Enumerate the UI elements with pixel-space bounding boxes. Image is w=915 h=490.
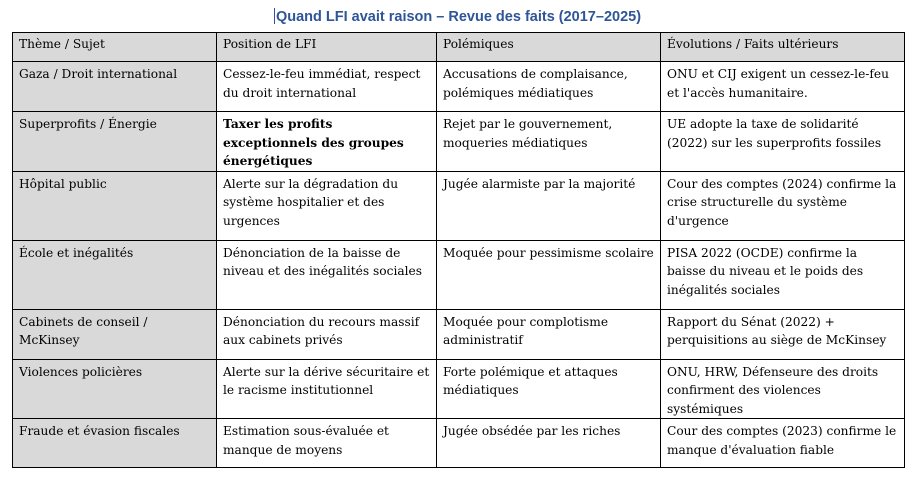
cell-position: Cessez-le-feu immédiat, respect du droit international (217, 62, 437, 112)
cell-polemics: Jugée alarmiste par la majorité (437, 171, 661, 240)
table-row (13, 112, 905, 172)
cell-polemics: Jugée obsédée par les riches (437, 419, 661, 468)
cell-polemics: Rejet par le gouvernement, moqueries médiatiques (437, 112, 661, 172)
cell-evolutions: Cour des comptes (2024) confirme la crise structurelle du système d'urgence (661, 171, 905, 240)
document-title (0, 8, 915, 25)
cell-evolutions: ONU, HRW, Défenseure des droits confirment des violences systémiques (661, 359, 905, 419)
cell-evolutions: UE adopte la taxe de solidarité (2022) sur les superprofits fossiles (661, 112, 905, 172)
cell-theme: École et inégalités (13, 240, 217, 309)
header-position: Position de LFI (217, 33, 437, 62)
facts-table (12, 32, 905, 468)
cell-polemics: Forte polémique et attaques médiatiques (437, 359, 661, 419)
cell-theme: Violences policières (13, 359, 217, 419)
table-row (13, 240, 905, 309)
cell-position: Dénonciation du recours massif aux cabinets privés (217, 309, 437, 359)
table-row (13, 309, 905, 359)
table-row (13, 171, 905, 240)
cell-theme: Superprofits / Énergie (13, 112, 217, 172)
cell-position: Alerte sur la dérive sécuritaire et le racisme institutionnel (217, 359, 437, 419)
header-polemics: Polémiques (437, 33, 661, 62)
header-evolutions: Évolutions / Faits ultérieurs (661, 33, 905, 62)
table-header-row (13, 33, 905, 62)
cell-theme: Cabinets de conseil / McKinsey (13, 309, 217, 359)
cell-evolutions: ONU et CIJ exigent un cessez-le-feu et l'accès humanitaire. (661, 62, 905, 112)
cell-theme: Gaza / Droit international (13, 62, 217, 112)
cell-position: Alerte sur la dégradation du système hospitalier et des urgences (217, 171, 437, 240)
table-row (13, 359, 905, 419)
cell-polemics: Moquée pour pessimisme scolaire (437, 240, 661, 309)
cell-evolutions: Cour des comptes (2023) confirme le manque d'évaluation fiable (661, 419, 905, 468)
header-theme: Thème / Sujet (13, 33, 217, 62)
table-row (13, 419, 905, 468)
cell-theme: Hôpital public (13, 171, 217, 240)
table-row (13, 62, 905, 112)
cell-position: Taxer les profits exceptionnels des groupes énergétiques (217, 112, 437, 172)
cell-evolutions: Rapport du Sénat (2022) + perquisitions au siège de McKinsey (661, 309, 905, 359)
cell-theme: Fraude et évasion fiscales (13, 419, 217, 468)
document-title-text: Quand LFI avait raison – Revue des faits (2017–2025) (275, 9, 642, 25)
cell-evolutions: PISA 2022 (OCDE) confirme la baisse du niveau et le poids des inégalités sociales (661, 240, 905, 309)
cell-position: Dénonciation de la baisse de niveau et des inégalités sociales (217, 240, 437, 309)
cell-position: Estimation sous-évaluée et manque de moyens (217, 419, 437, 468)
cell-polemics: Moquée pour complotisme administratif (437, 309, 661, 359)
cell-polemics: Accusations de complaisance, polémiques médiatiques (437, 62, 661, 112)
text-cursor (274, 8, 275, 24)
